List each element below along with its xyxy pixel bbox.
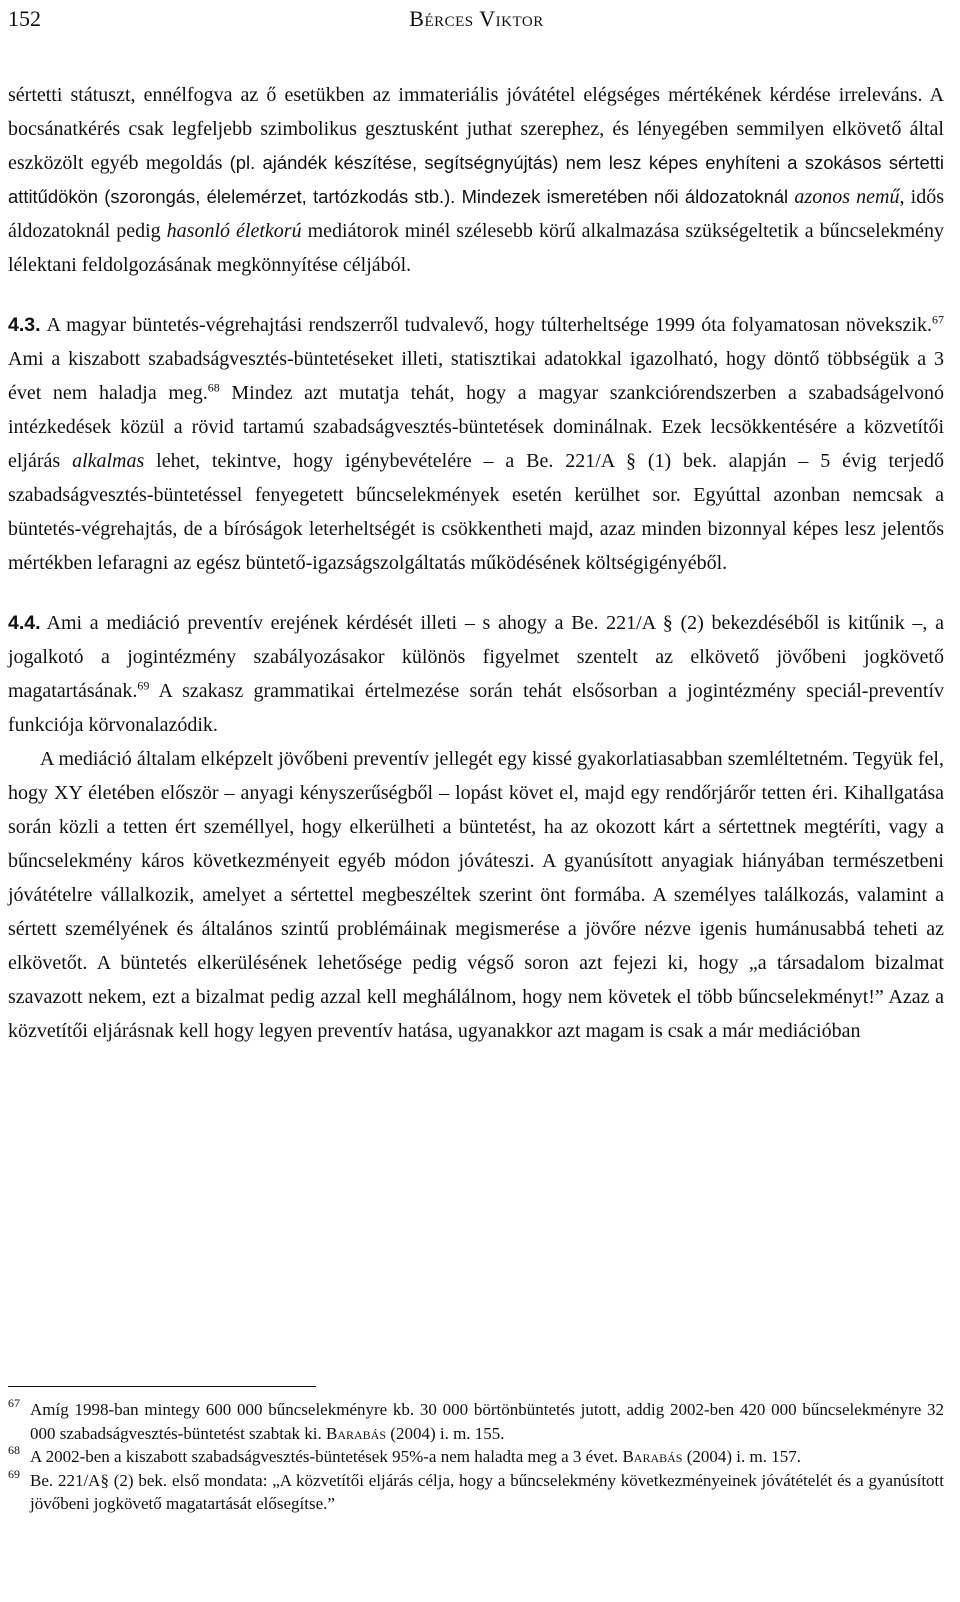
section-4-4 [8,606,944,742]
footnote-text: A 2002-ben a kiszabott szabadságvesztés-büntetések 95%-a nem haladta meg a 3 évet. [30,1447,623,1466]
footnote-ref[interactable]: 68 [207,380,220,395]
page-number: 152 [8,6,41,31]
footnote-number: 69 [8,1466,20,1481]
text-run: A szakasz grammatikai értelmezése során tehát elsősorban a jogintézmény speciál-preventív funkciója körvonalazódik. [8,680,944,736]
footnote [8,1398,944,1445]
footnote-ref[interactable]: 69 [137,678,150,693]
text-run: sértetti státuszt, ennélfogva az ő esetükben az immateriális jóvátétel elégséges mértékének kérdése irreleváns. A bocsánatkérés csak legfeljebb szimbolikus gesztusként juthat szerephez, és lényegében semmilyen elkövető által eszközölt egyéb megoldás [8,84,944,174]
emphasis: hasonló életkorú [166,220,302,242]
main-text [8,78,944,1048]
text-run: mediátorok minél szélesebb körű alkalmazása szükségeltetik a bűncselekmény lélektani feldolgozásának megkönnyítése céljából. [8,220,945,276]
section-number: 4.4. [8,612,41,634]
footnote-divider [8,1386,316,1387]
paragraph: A mediáció általam elképzelt jövőbeni preventív jellegét egy kissé gyakorlatiasabban szemléltetném. Tegyük fel, hogy XY életében először – anyagi kényszerűségből – lopást követ el, majd egy rendőrjárőr tetten éri. Kihallgatása során közli a tetten ért személlyel, hogy elkerülheti a büntetést, ha az okozott kárt a sértettnek megtéríti, vagy a bűncselekmény káros következményeit egyéb módon jóváteszi. A gyanúsított anyagiak hiányában természetbeni jóvátételre vállalkozik, amelyet a sértettel megbeszéltek szerint önt formába. A személyes találkozás, valamint a sértett személyének és általános szintű problémáinak megismerése a jövőre nézve igenis humánusabbá teheti az elkövetőt. A büntetés elkerülésének lehetősége pedig végső soron azt fejezi ki, hogy „a társadalom bizalmat szavazott nekem, ezt a bizalmat pedig azzal kell meghálálnom, hogy nem követek el több bűncselekményt!” Azaz a közvetítői eljárásnak kell hogy legyen preventív hatása, ugyanakkor azt magam is csak a már mediációban [8,748,944,1042]
page-header [8,6,945,30]
text-run-sans: (pl. ajándék készítése, segítségnyújtás) nem lesz képes enyhíteni a szokásos sértetti attitűdökön (szorongás, élelemérzet, tartózkodás stb.). Mindezek ismeretében női áldozatoknál [8,152,945,207]
text-run: A magyar büntetés-végrehajtási rendszerről tudvalevő, hogy túlterheltsége 1999 óta folyamatosan növekszik. [46,314,932,336]
section-4-3 [8,308,944,580]
author-name: Barabás [326,1423,387,1443]
footnote-number: 67 [8,1396,20,1410]
paragraph-continuation [8,78,944,282]
footnote-text: Amíg 1998-ban mintegy 600 000 bűncselekményre kb. 30 000 börtönbüntetés jutott, addig 2002-ben 420 000 bűncselekményre 32 000 szabadságvesztés-büntetést szabtak ki. [30,1400,944,1443]
text-run: Mindez azt mutatja tehát, hogy a magyar szankciórendszerben a szabadságelvonó intézkedések közül a rövid tartamú szabadságvesztés-büntetések dominálnak. Ezek lecsökkentésére a közvetítői eljárás [8,382,945,472]
emphasis: alkalmas [72,450,145,472]
text-run: Ami a mediáció preventív erejének kérdését illeti – s ahogy a Be. 221/A § (2) bekezdéséből is kitűnik –, a jogalkotó a jogintézmény szabályozásakor különös figyelmet szentelt az elkövető jövőbeni jogkövető magatartásának. [8,612,944,702]
footnote-text: (2004) i. m. 157. [682,1447,801,1466]
text-run: , idős áldozatoknál pedig [8,186,944,242]
text-run: lehet, tekintve, hogy igénybevételére – a Be. 221/A § (1) bek. alapján – 5 évig terjedő szabadságvesztés-büntetéssel fenyegetett bűncselekmények esetén kerülhet sor. Egyúttal azonban nemcsak a büntetés-végrehajtás, de a bíróságok leterheltségét is csökkentheti majd, azaz minden bizonnyal képes lesz jelentős mértékben lefaragni az egész büntető-igazságszolgáltatás működésének költségigényéből. [8,450,944,574]
author-name: Barabás [622,1447,683,1466]
footnote-text: Be. 221/A§ (2) bek. első mondata: „A közvetítői eljárás célja, hogy a bűncselekmény következményeinek jóvátételét és a gyanúsított jövőbeni jogkövető magatartását elősegítse.” [30,1470,944,1513]
footnote [8,1466,944,1516]
text-run: Ami a kiszabott szabadságvesztés-büntetéseket illeti, statisztikai adatokkal igazolható, hogy döntő többségük a 3 évet nem haladja meg. [8,348,944,404]
footnote-text: (2004) i. m. 155. [386,1423,505,1443]
emphasis: azonos nemű [794,186,900,208]
footnote [8,1445,944,1469]
running-title: Bérces Viktor [409,6,544,31]
section-number: 4.3. [8,314,41,336]
footnote-ref[interactable]: 67 [932,312,944,327]
footnote-number: 68 [8,1443,20,1457]
footnotes [8,1398,944,1516]
